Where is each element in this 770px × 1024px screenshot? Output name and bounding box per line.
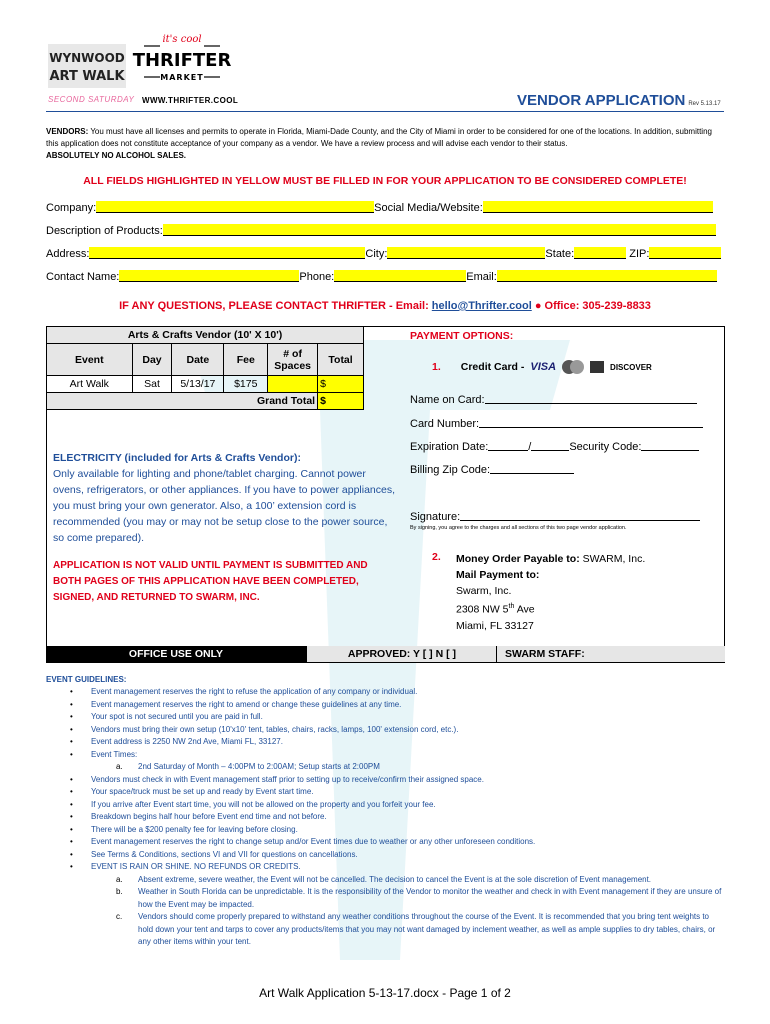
list-item: • Vendors must check in with Event management staff prior to setting up to receive/confirm their assigned space.: [46, 774, 726, 787]
col-spaces: # of Spaces: [268, 344, 318, 376]
card-number-field[interactable]: [479, 417, 703, 428]
money-order-option: Money Order Payable to: SWARM, Inc. Mail Payment to: Swarm, Inc. 2308 NW 5th Ave Miami, FL 33127: [456, 553, 646, 632]
col-event: Event: [47, 344, 133, 376]
option-number: 2.: [432, 551, 441, 563]
col-day: Day: [132, 344, 172, 376]
electricity-note: ELECTRICITY (included for Arts & Crafts Vendor): Only available for lighting and phone/tablet charging. Cannot power ovens, refrigerators, or other appliances. If you have to power appliances, you must bring your own generator. Also, a 100’ extension cord is recommended (you may or may not be setup close to the power source, so come prepared).: [53, 452, 396, 544]
approved-checkboxes[interactable]: APPROVED: Y [ ] N [ ]: [306, 646, 496, 662]
website-url: WWW.THRIFTER.COOL: [142, 96, 239, 105]
cell-date: 5/13/17: [172, 376, 224, 393]
list-item: • Event Times:: [46, 749, 726, 762]
signature-row: Signature:: [410, 510, 700, 523]
table-title: Arts & Crafts Vendor (10' X 10'): [47, 327, 364, 344]
list-item: • EVENT IS RAIN OR SHINE. NO REFUNDS OR CREDITS.: [46, 861, 726, 874]
billing-zip-row: Billing Zip Code:: [410, 463, 574, 476]
contact-row: Contact Name: Phone: Email:: [46, 270, 717, 283]
total-input[interactable]: $: [318, 376, 364, 393]
social-field[interactable]: [483, 201, 713, 213]
address-row: Address: City: State: ZIP:: [46, 247, 721, 260]
contact-email-link[interactable]: hello@Thrifter.cool: [431, 300, 532, 312]
state-field[interactable]: [574, 247, 626, 259]
office-use-bar: [46, 646, 725, 662]
description-row: Description of Products:: [46, 224, 716, 237]
page-title: VENDOR APPLICATION Rev 5.13.17: [517, 92, 721, 109]
exp-year-field[interactable]: [531, 440, 569, 451]
discover-icon: DISCOVER: [610, 362, 652, 372]
list-subitem: c. Vendors should come properly prepared to withstand any weather conditions throughout the course of the Event. It is recommended that you bring tent weights to hold down your tent and tarps to cover any products/items that you may not want damaged by inclement weather, as well as ample supplies to dry tables, chairs, or any other items within your tent.: [116, 912, 716, 946]
cell-day: Sat: [132, 376, 172, 393]
cell-fee: $175: [224, 376, 268, 393]
company-row: Company: Social Media/Website:: [46, 201, 713, 214]
table-row: [47, 376, 364, 393]
phone-field[interactable]: [334, 270, 466, 282]
revision: Rev 5.13.17: [688, 101, 721, 107]
security-code-field[interactable]: [641, 440, 699, 451]
list-subitem: a. 2nd Saturday of Month – 4:00PM to 2:00AM; Setup starts at 2:00PM: [116, 762, 380, 771]
list-item: • Event management reserves the right to refuse the application of any company or individual.: [46, 686, 726, 699]
svg-text:MARKET: MARKET: [160, 73, 204, 82]
wynwood-art-walk-logo: [46, 40, 128, 92]
yellow-fields-warning: ALL FIELDS HIGHLIGHTED IN YELLOW MUST BE FILLED IN FOR YOUR APPLICATION TO BE CONSIDERED COMPLETE!: [83, 175, 687, 187]
svg-text:it's cool: it's cool: [162, 34, 202, 45]
vendor-fee-table: [46, 326, 364, 410]
payment-options-title: PAYMENT OPTIONS:: [410, 330, 514, 342]
list-item: • Vendors must bring their own setup (10'x10' tent, tables, chairs, racks, lamps, 100' extension cord, etc.).: [46, 724, 726, 737]
list-item: • Your space/truck must be set up and ready by Event start time.: [46, 786, 726, 799]
guidelines-list: [46, 686, 726, 949]
address-field[interactable]: [89, 247, 365, 259]
spaces-input[interactable]: [268, 376, 318, 393]
cell-event: Art Walk: [47, 376, 133, 393]
swarm-staff-field[interactable]: SWARM STAFF:: [496, 646, 725, 662]
list-subitem: a. Absent extreme, severe weather, the Event will not be cancelled. The decision to cancel the Event is at the sole discretion of Event management.: [116, 874, 652, 884]
name-on-card-row: Name on Card:: [410, 393, 697, 406]
list-item: • Event management reserves the right to change setup and/or Event times due to weather or any other unforeseen conditions.: [46, 836, 726, 849]
svg-text:WYNWOOD: WYNWOOD: [49, 51, 125, 65]
logo-subtitle: SECOND SATURDAY: [48, 95, 135, 104]
credit-card-option: [432, 360, 652, 374]
contact-field[interactable]: [119, 270, 299, 282]
contact-info: IF ANY QUESTIONS, PLEASE CONTACT THRIFTER - Email: hello@Thrifter.cool ● Office: 305-239-8833: [119, 300, 651, 312]
city-field[interactable]: [387, 247, 545, 259]
exp-month-field[interactable]: [488, 440, 528, 451]
list-item: • Event address is 2250 NW 2nd Ave, Miami FL, 33127.: [46, 736, 726, 749]
amex-icon: [590, 361, 604, 373]
name-on-card-field[interactable]: [485, 393, 697, 404]
guidelines-title: EVENT GUIDELINES:: [46, 675, 127, 684]
col-fee: Fee: [224, 344, 268, 376]
grand-total-input[interactable]: $: [318, 393, 364, 410]
col-total: Total: [318, 344, 364, 376]
option-number: 1.: [432, 361, 441, 373]
vendors-note: VENDORS: You must have all licenses and permits to operate in Florida, Miami-Dade County, and the City of Miami in order to be considered for one of the locations. In addition, submitting this application does not constitute acceptance of your company as a vendor. We have a review process and will advise each vendor to their status. ABSOLUTELY NO ALCOHOL SALES.: [46, 127, 712, 160]
zip-field[interactable]: [649, 247, 721, 259]
visa-icon: VISA: [530, 361, 557, 373]
list-item: • Breakdown begins half hour before Event end time and not before.: [46, 811, 726, 824]
billing-zip-field[interactable]: [490, 463, 574, 474]
list-item: • If you arrive after Event start time, you will not be allowed on the property and you forfeit your fee.: [46, 799, 726, 812]
company-field[interactable]: [96, 201, 374, 213]
list-item: • There will be a $200 penalty fee for leaving before closing.: [46, 824, 726, 837]
list-item: • Event management reserves the right to amend or change these guidelines at any time.: [46, 699, 726, 712]
credit-card-label: Credit Card -: [460, 361, 525, 373]
list-subitem: b. Weather in South Florida can be unpredictable. It is the responsibility of the Vendor to monitor the weather and check in with Event management if they are unsure of how the Event may be impacted.: [116, 887, 722, 909]
invalid-application-warning: APPLICATION IS NOT VALID UNTIL PAYMENT IS SUBMITTED AND BOTH PAGES OF THIS APPLICATION HAVE BEEN COMPLETED, SIGNED, AND RETURNED TO SWARM, INC.: [53, 560, 368, 603]
col-date: Date: [172, 344, 224, 376]
card-number-row: Card Number:: [410, 417, 703, 430]
svg-text:THRIFTER: THRIFTER: [132, 50, 232, 71]
description-field[interactable]: [163, 224, 716, 236]
signature-field[interactable]: [460, 510, 700, 521]
expiration-row: Expiration Date: / Security Code:: [410, 440, 699, 453]
svg-text:ART WALK: ART WALK: [49, 69, 125, 84]
grand-total-label: Grand Total: [47, 393, 318, 410]
email-field[interactable]: [497, 270, 717, 282]
header-divider: [46, 111, 724, 112]
office-use-label: OFFICE USE ONLY: [46, 646, 306, 662]
page-footer: Art Walk Application 5-13-17.docx - Page 1 of 2: [259, 986, 511, 1000]
mastercard-icon: [562, 360, 584, 374]
thrifter-market-logo: [132, 28, 232, 88]
list-item: • See Terms & Conditions, sections VI and VII for questions on cancellations.: [46, 849, 726, 862]
signing-note: By signing, you agree to the charges and all sections of this two page vendor application.: [410, 525, 627, 531]
list-item: • Your spot is not secured until you are paid in full.: [46, 711, 726, 724]
